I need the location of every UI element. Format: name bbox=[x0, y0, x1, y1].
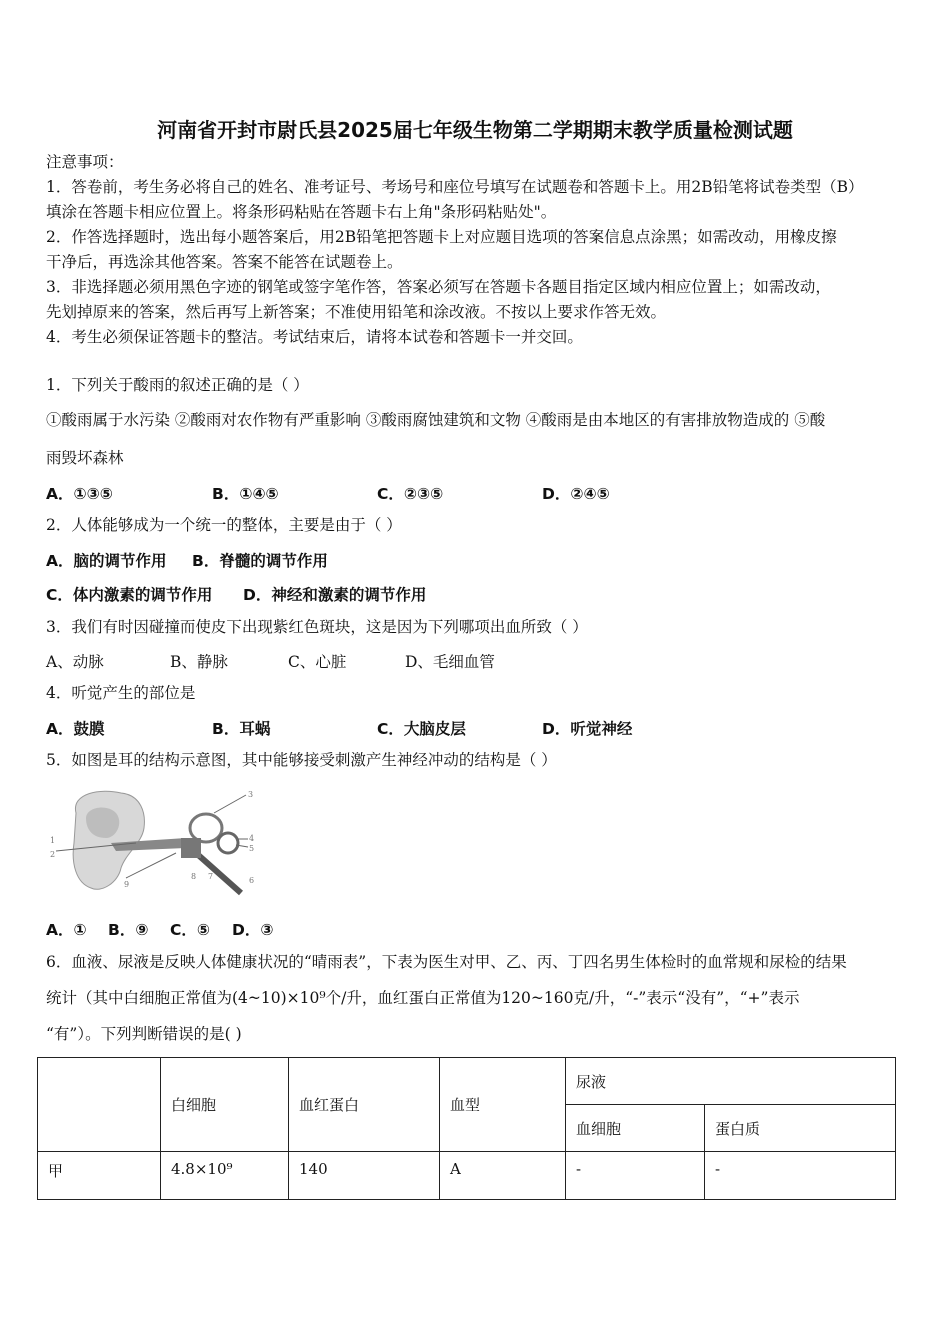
q5-option-d[interactable]: D．③ bbox=[232, 921, 274, 939]
q1-option-c[interactable]: C．②③⑤ bbox=[377, 485, 444, 503]
page-title: 河南省开封市尉氏县2025届七年级生物第二学期期末教学质量检测试题 bbox=[157, 118, 793, 142]
question-6-stem: 统计（其中白细胞正常值为(4~10)×10⁹个/升，血红蛋白正常值为120~160克/升，“-”表示“没有”，“+”表示 bbox=[46, 989, 800, 1007]
table-cell: - bbox=[566, 1152, 705, 1200]
question-5-stem: 5．如图是耳的结构示意图，其中能够接受刺激产生神经冲动的结构是（ ） bbox=[46, 751, 557, 769]
notice-line: 4．考生必须保证答题卡的整洁。考试结束后，请将本试卷和答题卡一并交回。 bbox=[46, 328, 583, 346]
table-cell: A bbox=[440, 1152, 566, 1200]
figure-label: 2 bbox=[50, 850, 56, 859]
figure-label: 3 bbox=[248, 790, 254, 799]
question-2-stem: 2．人体能够成为一个统一的整体，主要是由于（ ） bbox=[46, 516, 402, 534]
question-3-stem: 3．我们有时因碰撞而使皮下出现紫红色斑块，这是因为下列哪项出血所致（ ） bbox=[46, 618, 588, 636]
q3-option-a[interactable]: A、动脉 bbox=[46, 653, 104, 671]
figure-label: 6 bbox=[249, 876, 255, 885]
figure-label: 7 bbox=[208, 872, 214, 881]
q5-option-c[interactable]: C．⑤ bbox=[170, 921, 210, 939]
figure-label: 5 bbox=[249, 844, 255, 853]
q1-option-a[interactable]: A．①③⑤ bbox=[46, 485, 113, 503]
q3-option-b[interactable]: B、静脉 bbox=[170, 653, 228, 671]
table-header: 尿液 bbox=[566, 1058, 896, 1105]
q2-option-a[interactable]: A．脑的调节作用 bbox=[46, 552, 167, 570]
table-subheader: 血细胞 bbox=[566, 1105, 705, 1152]
notice-line: 先划掉原来的答案，然后再写上新答案；不准使用铅笔和涂改液。不按以上要求作答无效。 bbox=[46, 303, 667, 321]
table-subheader: 蛋白质 bbox=[705, 1105, 896, 1152]
notice-line: 3．非选择题必须用黑色字迹的钢笔或签字笔作答，答案必须写在答题卡各题目指定区域内相应位置上；如需改动， bbox=[46, 278, 831, 296]
q4-option-c[interactable]: C．大脑皮层 bbox=[377, 720, 466, 738]
figure-label: 9 bbox=[124, 880, 130, 889]
question-6-stem: 6．血液、尿液是反映人体健康状况的“晴雨表”，下表为医生对甲、乙、丙、丁四名男生体检时的血常规和尿检的结果 bbox=[46, 953, 847, 971]
blood-urine-table bbox=[37, 1057, 896, 1200]
table-header: 血红蛋白 bbox=[289, 1058, 440, 1152]
figure-label: 4 bbox=[249, 834, 255, 843]
ear-structure-figure bbox=[46, 783, 261, 898]
notice-line: 填涂在答题卡相应位置上。将条形码粘贴在答题卡右上角"条形码粘贴处"。 bbox=[46, 203, 557, 221]
question-1-stem: ①酸雨属于水污染 ②酸雨对农作物有严重影响 ③酸雨腐蚀建筑和文物 ④酸雨是由本地区的有害排放物造成的 ⑤酸 bbox=[46, 411, 826, 429]
table-row bbox=[38, 1152, 896, 1200]
table-header bbox=[38, 1058, 161, 1152]
q2-option-b[interactable]: B．脊髓的调节作用 bbox=[192, 552, 328, 570]
q1-option-b[interactable]: B．①④⑤ bbox=[212, 485, 279, 503]
notice-heading: 注意事项： bbox=[46, 153, 124, 171]
q2-option-d[interactable]: D．神经和激素的调节作用 bbox=[243, 586, 427, 604]
notice-line: 干净后，再选涂其他答案。答案不能答在试题卷上。 bbox=[46, 253, 403, 271]
table-cell: 4.8×10⁹ bbox=[161, 1152, 289, 1200]
table-cell: - bbox=[705, 1152, 896, 1200]
question-1-stem: 1．下列关于酸雨的叙述正确的是（ ） bbox=[46, 376, 309, 394]
table-cell: 甲 bbox=[38, 1152, 161, 1200]
figure-label: 8 bbox=[191, 872, 197, 881]
table-cell: 140 bbox=[289, 1152, 440, 1200]
table-header: 白细胞 bbox=[161, 1058, 289, 1152]
question-1-stem: 雨毁坏森林 bbox=[46, 449, 124, 467]
q3-option-c[interactable]: C、心脏 bbox=[288, 653, 347, 671]
notice-line: 1．答卷前，考生务必将自己的姓名、准考证号、考场号和座位号填写在试题卷和答题卡上。用2B铅笔将试卷类型（B） bbox=[46, 178, 864, 196]
q3-option-d[interactable]: D、毛细血管 bbox=[405, 653, 495, 671]
q5-option-a[interactable]: A．① bbox=[46, 921, 87, 939]
q4-option-a[interactable]: A．鼓膜 bbox=[46, 720, 105, 738]
question-6-stem: “有”）。下列判断错误的是( ) bbox=[46, 1025, 242, 1043]
notice-line: 2．作答选择题时，选出每小题答案后，用2B铅笔把答题卡上对应题目选项的答案信息点涂黑；如需改动，用橡皮擦 bbox=[46, 228, 837, 246]
question-4-stem: 4．听觉产生的部位是 bbox=[46, 684, 196, 702]
q5-option-b[interactable]: B．⑨ bbox=[108, 921, 149, 939]
q2-option-c[interactable]: C．体内激素的调节作用 bbox=[46, 586, 213, 604]
figure-label: 1 bbox=[50, 836, 56, 845]
q1-option-d[interactable]: D．②④⑤ bbox=[542, 485, 610, 503]
q4-option-d[interactable]: D．听觉神经 bbox=[542, 720, 633, 738]
q4-option-b[interactable]: B．耳蜗 bbox=[212, 720, 271, 738]
table-header: 血型 bbox=[440, 1058, 566, 1152]
